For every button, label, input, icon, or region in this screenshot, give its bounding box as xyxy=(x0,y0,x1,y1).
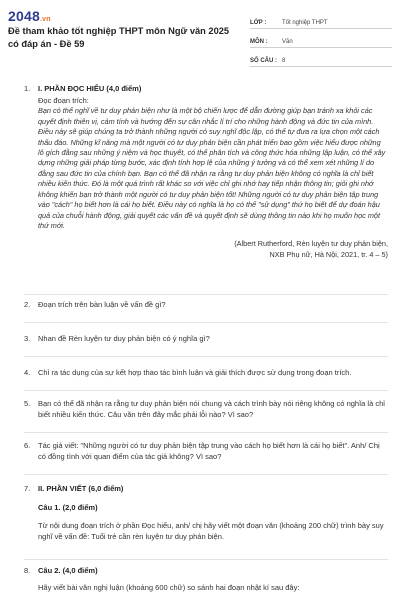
source-line: (Albert Rutherford, Rèn luyện tư duy phản biện, xyxy=(234,238,388,248)
question-number: 1. xyxy=(24,84,31,93)
meta-value: Tốt nghiệp THPT xyxy=(282,20,328,26)
meta-label: MÔN : xyxy=(250,39,268,45)
question-number: 6. xyxy=(24,441,31,450)
question-text: Hãy viết bài văn nghị luận (khoảng 600 chữ) so sánh hai đoạn nhật kí sau đây: xyxy=(38,582,300,592)
meta-label: SỐ CÂU : xyxy=(250,58,277,64)
divider xyxy=(24,432,388,433)
meta-row-subject xyxy=(250,31,392,48)
meta-row-count xyxy=(250,50,392,67)
question-text: Đoạn trích trên bàn luận về vấn đề gì? xyxy=(38,300,166,309)
question-body xyxy=(38,84,388,260)
meta-row-class xyxy=(250,12,392,29)
sub-question-title: Câu 2. (4,0 điểm) xyxy=(38,566,98,575)
question-number: 4. xyxy=(24,368,31,377)
question-number: 5. xyxy=(24,399,31,408)
question-text: Tác giả viết: "Những người có tư duy phản biện tập trung vào cách họ biết hơn là cái họ biết". Anh/ Chị có đồng tình với quan điểm của tác giả không? Vì sao? xyxy=(38,441,380,461)
section-heading: II. PHẦN VIẾT (6,0 điểm) xyxy=(38,484,124,493)
divider xyxy=(24,390,388,391)
question-number: 2. xyxy=(24,300,31,309)
reading-passage: Bạn có thể nghĩ về tư duy phản biện như là một bộ chiến lược để dẫn đường giúp bạn tránh xa khỏi các quyết định thiên vị, cảm tính và hướng đến sự cân nhắc lí trí cho những hành động và đức tin của mình. Điều này sẽ giúp chúng ta trở thành những người có suy nghĩ độc lập, có thể tự đưa ra lựa chọn một cách thấu đáo. Những kĩ năng mà một người có tư duy phản biện cần phát triển bao gồm việc hiểu được những lô gích đằng sau những ý niệm và học thuyết, có thể phân tích và công thức hóa những lập luận, có thể xây dựng những giải pháp từng bước, xác định tính hợp lệ của những ý tưởng và có thể xem xét những lí do đằng sau đức tin của chính bạn. Bạn có thể đã nhận ra rằng tư duy phản biện không có nghĩa là chỉ biết nhiều kiến thức. Đó là một quá trình rất khác so với việc chỉ ghi nhớ hay tiếp nhận thông tin; giỏi ghi nhớ không khiến bạn trở thành một người có tư duy phản biện tốt! Những người có tư duy phản biện tập trung vào "cách" họ biết hơn là cái họ biết. Điều này có nghĩa là họ có thể "sử dụng" thứ họ biết để dự đoán hậu quả của chuỗi hành động, giải quyết các vấn đề và quyết định sẽ dùng thông tin nào khi họ muốn học một thứ mới. xyxy=(38,106,386,231)
question-text: Bạn có thể đã nhận ra rằng tư duy phản biện nói chung và cách trình bày nói riêng không có nghĩa là chỉ biết nhiều kiến thức. Câu văn trên đây mắc phải lỗi nào? Vì sao? xyxy=(38,399,385,419)
divider xyxy=(24,294,388,295)
question-intro: Đọc đoạn trích: xyxy=(38,95,89,105)
question-text: Nhan đề Rèn luyện tư duy phản biện có ý nghĩa gì? xyxy=(38,334,210,343)
source-line: NXB Phụ nữ, Hà Nội, 2021, tr. 4 – 5) xyxy=(269,249,388,259)
divider xyxy=(24,356,388,357)
divider xyxy=(24,559,388,560)
question-text: Chỉ ra tác dụng của sự kết hợp thao tác bình luận và giải thích được sử dụng trong đoạn trích. xyxy=(38,368,352,377)
sub-question-title: Câu 1. (2,0 điểm) xyxy=(38,502,98,512)
exam-title: Đề tham khảo tốt nghiệp THPT môn Ngữ văn 2025 có đáp án - Đề 59 xyxy=(8,26,230,49)
passage-source xyxy=(38,238,388,260)
section-heading: I. PHẦN ĐỌC HIỂU (4,0 điểm) xyxy=(38,84,142,93)
meta-value: Văn xyxy=(282,39,293,45)
site-logo[interactable]: 2048.vn xyxy=(8,8,51,24)
question-body xyxy=(38,484,388,542)
divider xyxy=(24,322,388,323)
question-body xyxy=(38,566,388,593)
meta-value: 8 xyxy=(282,58,286,64)
meta-label: LỚP : xyxy=(250,20,267,26)
question-number: 7. xyxy=(24,484,31,493)
question-number: 3. xyxy=(24,334,31,343)
divider xyxy=(24,474,388,475)
exam-meta xyxy=(250,12,392,69)
question-text: Từ nội dung đoạn trích ở phần Đọc hiểu, anh/ chị hãy viết một đoạn văn (khoảng 200 chữ) trình bày suy nghĩ về vấn đề: Tuổi trẻ cần rèn luyện tư duy phản biện. xyxy=(38,521,384,541)
question-number: 8. xyxy=(24,566,31,575)
exam-header xyxy=(0,0,400,68)
